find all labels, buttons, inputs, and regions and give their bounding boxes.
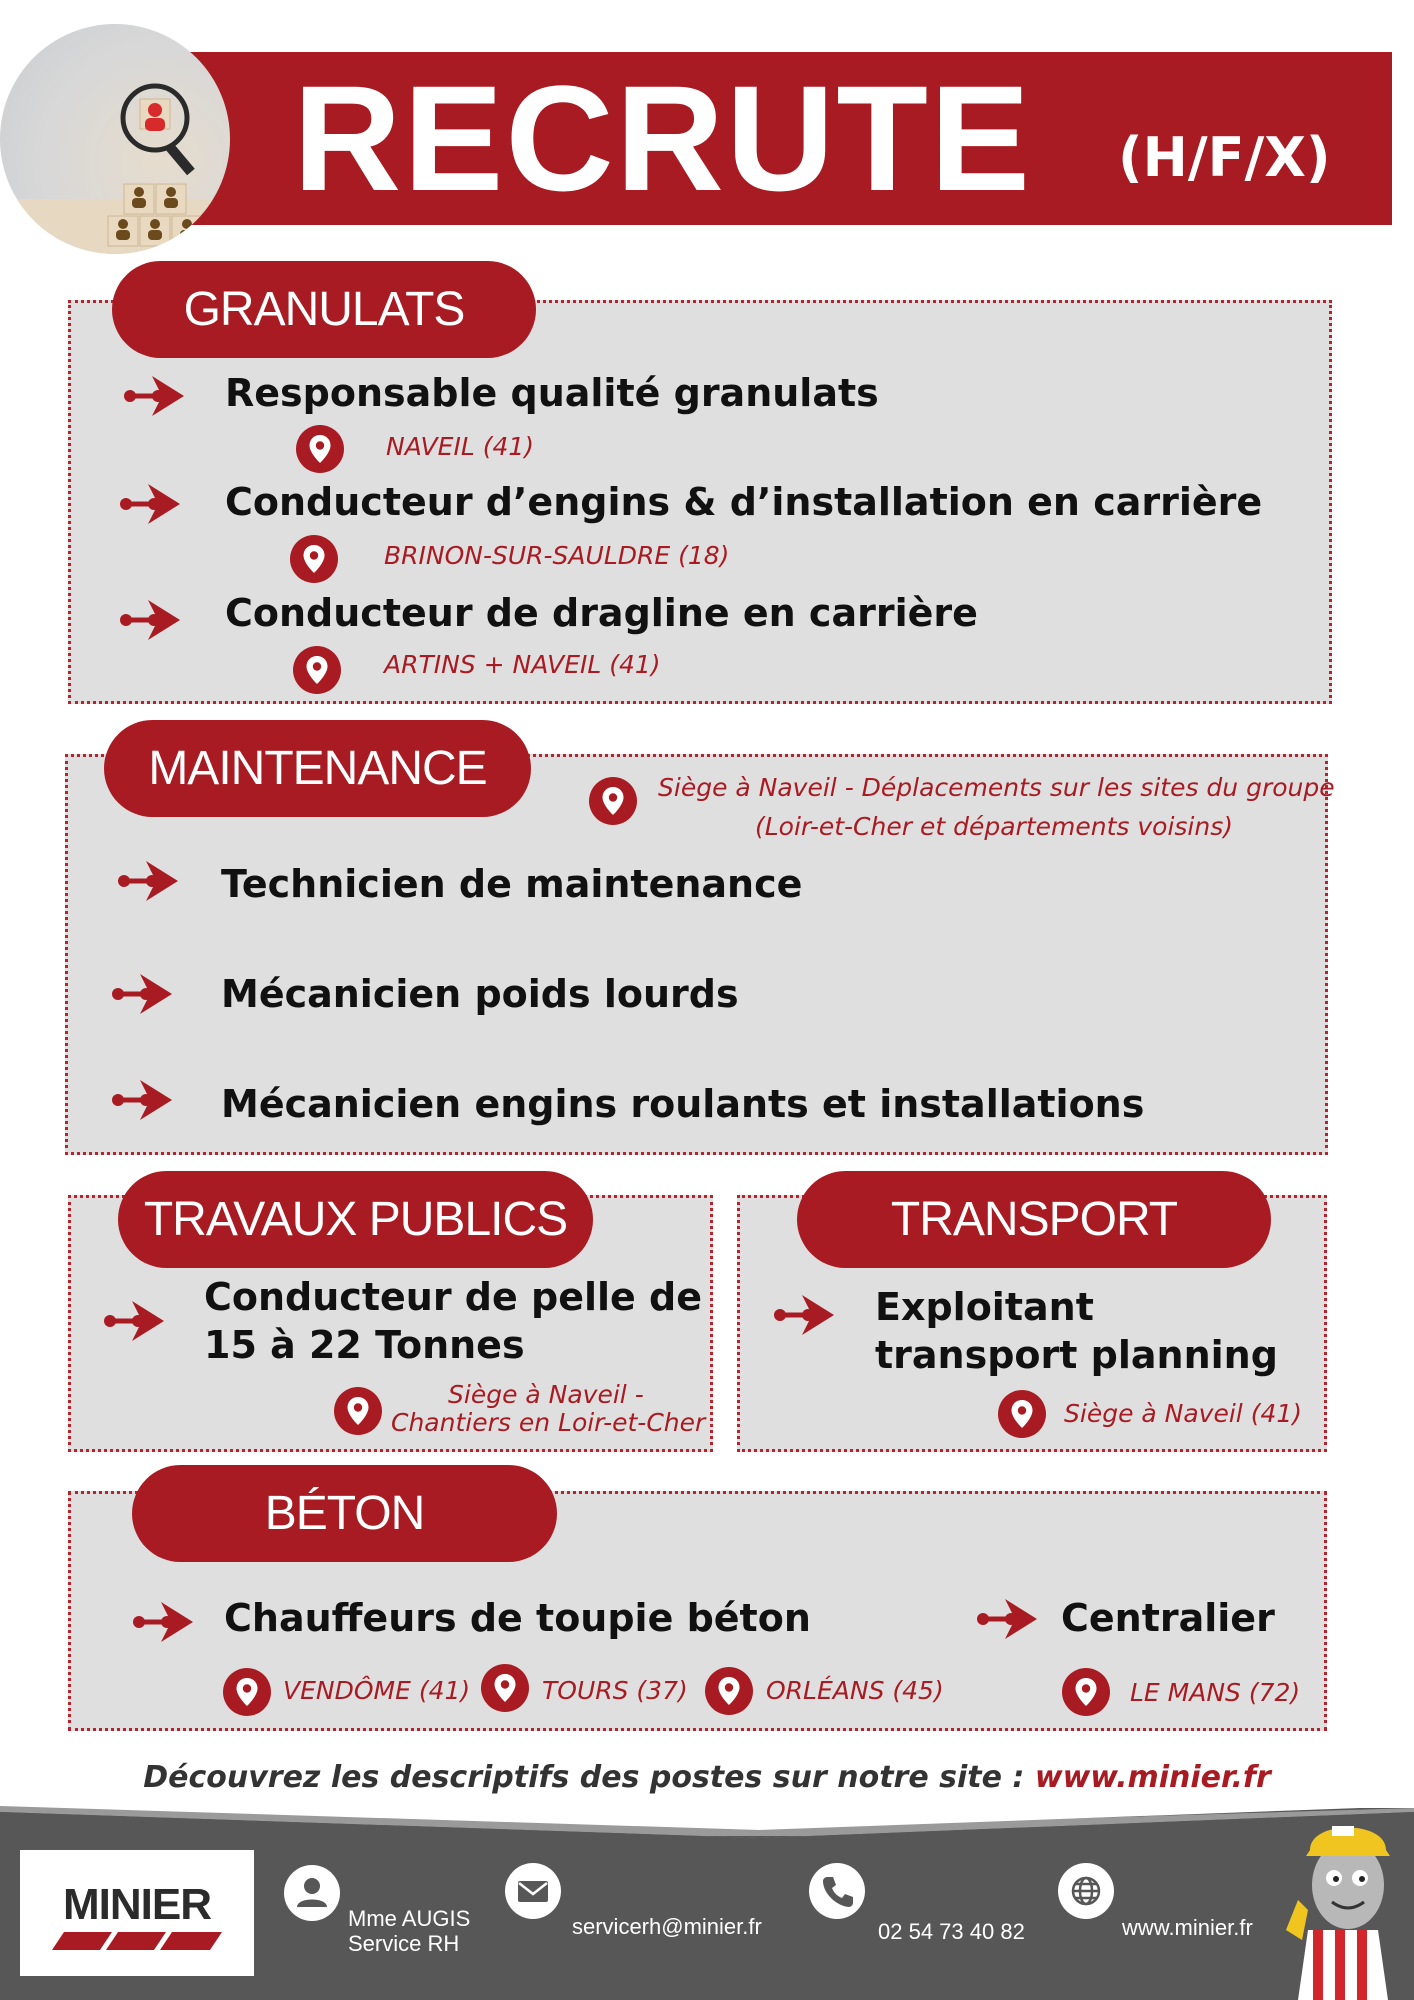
job-location: VENDÔME (41) [283,1676,471,1705]
section-title-transport: TRANSPORT [797,1171,1271,1268]
location-pin-icon [334,1387,382,1435]
location-pin-icon [481,1664,529,1712]
job-location: ARTINS + NAVEIL (41) [384,650,661,679]
job-title: Chauffeurs de toupie béton [224,1596,811,1640]
contact-role: Service RH [348,1931,460,1956]
job-title-line2: transport planning [875,1333,1278,1377]
job-title: Conducteur d’engins & d’installation en carrière [225,480,1263,524]
arrow-icon [772,1293,842,1337]
location-pin-icon [998,1390,1046,1438]
maintenance-location-line1: Siège à Naveil - Déplacements sur les sites du groupe [658,773,1335,802]
location-pin-icon [293,646,341,694]
cta-link[interactable]: www.minier.fr [1034,1760,1271,1795]
job-location: TOURS (37) [542,1676,688,1705]
contact-website[interactable]: www.minier.fr [1122,1915,1253,1940]
location-pin-icon [705,1667,753,1715]
arrow-icon [122,374,192,418]
maintenance-location-line2: (Loir-et-Cher et départements voisins) [755,812,1233,841]
job-title: Mécanicien engins roulants et installations [221,1082,1145,1126]
job-title: Technicien de maintenance [221,862,803,906]
section-title-granulats: GRANULATS [112,261,536,358]
job-location: NAVEIL (41) [386,432,535,461]
page-title: RECRUTE [293,54,1033,222]
globe-icon [1058,1863,1114,1919]
phone-icon [809,1863,865,1919]
job-title: Responsable qualité granulats [225,371,879,415]
arrow-icon [118,482,188,526]
section-title-beton: BÉTON [132,1465,557,1562]
gender-tag: (H/F/X) [1118,126,1331,189]
job-title-line1: Exploitant [875,1285,1094,1329]
contact-name: Mme AUGIS [348,1906,471,1931]
arrow-icon [975,1597,1045,1641]
section-title-maintenance: MAINTENANCE [104,720,531,817]
job-location: ORLÉANS (45) [766,1676,944,1705]
contact-phone[interactable]: 02 54 73 40 82 [878,1919,1025,1944]
job-title: Conducteur de dragline en carrière [225,591,978,635]
location-pin-icon [223,1668,271,1716]
job-location: BRINON-SUR-SAULDRE (18) [384,541,730,570]
job-location: Siège à Naveil (41) [1064,1399,1303,1428]
cta-text: Découvrez les descriptifs des postes sur notre site : [143,1760,1035,1795]
logo-text: MINIER [63,1880,211,1929]
arrow-icon [118,598,188,642]
section-title-travaux-publics: TRAVAUX PUBLICS [118,1171,593,1268]
job-title: Mécanicien poids lourds [221,972,739,1016]
recruitment-photo [0,24,230,254]
job-title-line2: 15 à 22 Tonnes [204,1323,525,1367]
location-pin-icon [290,535,338,583]
mascot-figure [1268,1790,1414,2000]
arrow-icon [116,859,186,903]
arrow-icon [131,1600,201,1644]
minier-logo[interactable] [20,1850,254,1976]
location-pin-icon [296,425,344,473]
location-pin-icon [589,777,637,825]
job-location-line1: Siège à Naveil - [448,1380,644,1409]
location-pin-icon [1062,1668,1110,1716]
arrow-icon [110,972,180,1016]
user-icon [284,1865,340,1921]
arrow-icon [110,1078,180,1122]
job-title: Centralier [1061,1596,1275,1640]
job-location-line2: Chantiers en Loir-et-Cher [391,1408,706,1437]
logo-stripes [52,1932,222,1950]
cta-line [0,1758,1414,1798]
job-title-line1: Conducteur de pelle de [204,1275,702,1319]
contact-email[interactable]: servicerh@minier.fr [572,1914,762,1939]
mail-icon [505,1863,561,1919]
job-location: LE MANS (72) [1130,1678,1301,1707]
arrow-icon [102,1299,172,1343]
